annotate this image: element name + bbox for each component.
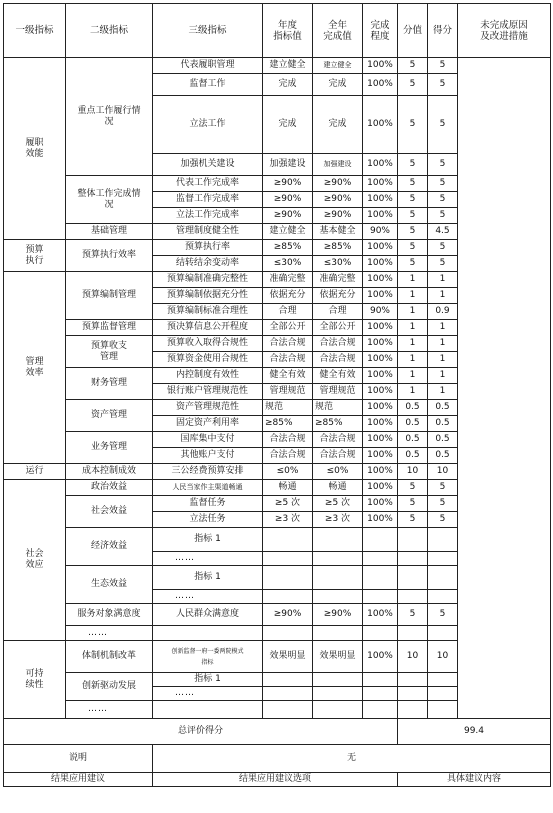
level3-cell: 立法工作完成率 xyxy=(153,208,263,224)
level2-cell: 成本控制成效 xyxy=(66,464,153,480)
level3-cell: 资产管理规范性 xyxy=(153,400,263,416)
score-value-cell: 0.5 xyxy=(398,416,428,432)
level3-cell: 管理制度健全性 xyxy=(153,224,263,240)
degree-cell xyxy=(363,552,398,566)
score-value-cell: 1 xyxy=(398,304,428,320)
degree-cell: 100% xyxy=(363,272,398,288)
score-cell xyxy=(428,566,458,590)
level3-cell xyxy=(153,701,263,719)
note-row xyxy=(4,745,551,773)
score-cell: 10 xyxy=(428,641,458,673)
actual-cell: 健全有效 xyxy=(313,368,363,384)
score-value-cell: 0.5 xyxy=(398,432,428,448)
level3-cell: 监督工作完成率 xyxy=(153,192,263,208)
header-cell: 全年 完成值 xyxy=(313,4,363,58)
target-cell: 管理规范 xyxy=(263,384,313,400)
actual-cell: 规范 xyxy=(313,400,363,416)
header-row xyxy=(4,4,551,58)
actual-cell: ≥85% xyxy=(313,240,363,256)
target-cell: 合法合规 xyxy=(263,352,313,368)
actual-cell xyxy=(313,552,363,566)
level2-cell: …… xyxy=(66,701,153,719)
degree-cell: 100% xyxy=(363,448,398,464)
actual-cell xyxy=(313,701,363,719)
score-cell: 0.5 xyxy=(428,400,458,416)
score-value-cell: 5 xyxy=(398,154,428,176)
score-value-cell: 1 xyxy=(398,368,428,384)
header-cell: 得分 xyxy=(428,4,458,58)
target-cell: 合法合规 xyxy=(263,336,313,352)
score-cell xyxy=(428,626,458,641)
degree-cell: 100% xyxy=(363,416,398,432)
actual-cell: ≤30% xyxy=(313,256,363,272)
score-value-cell xyxy=(398,626,428,641)
degree-cell xyxy=(363,687,398,701)
actual-cell: 基本健全 xyxy=(313,224,363,240)
target-cell xyxy=(263,701,313,719)
target-cell: 准确完整 xyxy=(263,272,313,288)
header-cell: 一级指标 xyxy=(4,4,66,58)
score-value-cell: 1 xyxy=(398,272,428,288)
target-cell: ≥85% xyxy=(263,416,313,432)
level2-cell: 体制机制改革 xyxy=(66,641,153,673)
level1-cell: 社会 效应 xyxy=(4,480,66,641)
score-cell: 5 xyxy=(428,604,458,626)
level3-cell: 预算编制准确完整性 xyxy=(153,272,263,288)
degree-cell: 100% xyxy=(363,96,398,154)
score-cell: 5 xyxy=(428,154,458,176)
actual-cell: ≥90% xyxy=(313,192,363,208)
target-cell: 加强建设 xyxy=(263,154,313,176)
score-cell: 0.5 xyxy=(428,448,458,464)
target-cell: 合法合规 xyxy=(263,432,313,448)
target-cell xyxy=(263,687,313,701)
degree-cell: 90% xyxy=(363,224,398,240)
level2-cell: 资产管理 xyxy=(66,400,153,432)
target-cell: 全部公开 xyxy=(263,320,313,336)
target-cell: ≤30% xyxy=(263,256,313,272)
actual-cell: ≥85% xyxy=(313,416,363,432)
degree-cell: 100% xyxy=(363,432,398,448)
level2-cell: 预算监督管理 xyxy=(66,320,153,336)
level2-cell: 预算收支 管理 xyxy=(66,336,153,368)
score-value-cell: 5 xyxy=(398,208,428,224)
score-cell: 1 xyxy=(428,288,458,304)
score-cell: 5 xyxy=(428,176,458,192)
level3-cell: 监督工作 xyxy=(153,74,263,96)
score-value-cell: 1 xyxy=(398,320,428,336)
target-cell xyxy=(263,552,313,566)
degree-cell: 100% xyxy=(363,384,398,400)
table-row xyxy=(4,58,551,74)
level3-cell: …… xyxy=(153,590,263,604)
degree-cell: 100% xyxy=(363,352,398,368)
level3-cell: 立法任务 xyxy=(153,512,263,528)
degree-cell: 100% xyxy=(363,320,398,336)
result-application-row xyxy=(4,773,551,787)
score-value-cell: 5 xyxy=(398,96,428,154)
level3-cell: 指标 1 xyxy=(153,566,263,590)
score-cell: 5 xyxy=(428,512,458,528)
note-value: 无 xyxy=(153,745,551,773)
level2-cell: 整体工作完成情 况 xyxy=(66,176,153,224)
actual-cell: 合法合规 xyxy=(313,448,363,464)
actual-cell xyxy=(313,673,363,687)
target-cell: ≥5 次 xyxy=(263,496,313,512)
level1-cell: 履职 效能 xyxy=(4,58,66,240)
total-label: 总评价得分 xyxy=(4,719,398,745)
score-cell: 1 xyxy=(428,368,458,384)
score-cell: 5 xyxy=(428,192,458,208)
actual-cell: ≤0% xyxy=(313,464,363,480)
score-value-cell xyxy=(398,673,428,687)
actual-cell xyxy=(313,590,363,604)
target-cell: 建立健全 xyxy=(263,58,313,74)
target-cell: ≥85% xyxy=(263,240,313,256)
score-value-cell: 10 xyxy=(398,641,428,673)
degree-cell: 100% xyxy=(363,368,398,384)
actual-cell: 效果明显 xyxy=(313,641,363,673)
actual-cell: 合法合规 xyxy=(313,352,363,368)
level3-cell: …… xyxy=(153,552,263,566)
score-value-cell: 1 xyxy=(398,288,428,304)
score-cell xyxy=(428,552,458,566)
level3-cell: 其他账户支付 xyxy=(153,448,263,464)
level2-cell: 政治效益 xyxy=(66,480,153,496)
header-cell: 未完成原因 及改进措施 xyxy=(458,4,551,58)
degree-cell: 100% xyxy=(363,192,398,208)
score-value-cell: 5 xyxy=(398,224,428,240)
score-cell: 1 xyxy=(428,352,458,368)
target-cell: 完成 xyxy=(263,96,313,154)
level3-cell xyxy=(153,626,263,641)
actual-cell: 完成 xyxy=(313,96,363,154)
target-cell: ≥90% xyxy=(263,208,313,224)
level3-cell: 指标 1 xyxy=(153,673,263,687)
level2-cell: 财务管理 xyxy=(66,368,153,400)
score-cell: 5 xyxy=(428,208,458,224)
actual-cell xyxy=(313,566,363,590)
actual-cell: 加强建设 xyxy=(313,154,363,176)
degree-cell xyxy=(363,528,398,552)
score-cell: 5 xyxy=(428,496,458,512)
level3-cell: …… xyxy=(153,687,263,701)
degree-cell: 100% xyxy=(363,604,398,626)
score-cell: 1 xyxy=(428,336,458,352)
degree-cell xyxy=(363,566,398,590)
degree-cell: 100% xyxy=(363,464,398,480)
level1-cell: 管理 效率 xyxy=(4,272,66,464)
degree-cell: 100% xyxy=(363,336,398,352)
score-value-cell: 5 xyxy=(398,58,428,74)
level1-cell: 运行 xyxy=(4,464,66,480)
level2-cell: 基础管理 xyxy=(66,224,153,240)
degree-cell: 100% xyxy=(363,256,398,272)
level3-cell: 三公经费预算安排 xyxy=(153,464,263,480)
level3-cell: 固定资产利用率 xyxy=(153,416,263,432)
target-cell: 效果明显 xyxy=(263,641,313,673)
score-cell: 10 xyxy=(428,464,458,480)
total-row xyxy=(4,719,551,745)
score-cell: 0.5 xyxy=(428,432,458,448)
level2-cell: 生态效益 xyxy=(66,566,153,604)
total-score: 99.4 xyxy=(398,719,551,745)
actual-cell: 合法合规 xyxy=(313,336,363,352)
target-cell: ≥3 次 xyxy=(263,512,313,528)
actual-cell: ≥90% xyxy=(313,604,363,626)
score-value-cell: 5 xyxy=(398,74,428,96)
score-cell: 1 xyxy=(428,272,458,288)
score-cell: 4.5 xyxy=(428,224,458,240)
target-cell: ≥90% xyxy=(263,192,313,208)
target-cell: 规范 xyxy=(263,400,313,416)
degree-cell: 100% xyxy=(363,154,398,176)
degree-cell xyxy=(363,701,398,719)
actual-cell: 管理规范 xyxy=(313,384,363,400)
target-cell xyxy=(263,566,313,590)
score-cell xyxy=(428,701,458,719)
level3-cell: 加强机关建设 xyxy=(153,154,263,176)
score-value-cell: 1 xyxy=(398,352,428,368)
score-cell: 5 xyxy=(428,96,458,154)
score-value-cell: 10 xyxy=(398,464,428,480)
actual-cell xyxy=(313,626,363,641)
score-cell: 1 xyxy=(428,320,458,336)
target-cell: ≥90% xyxy=(263,176,313,192)
level3-cell: 预决算信息公开程度 xyxy=(153,320,263,336)
level1-cell: 预算 执行 xyxy=(4,240,66,272)
header-cell: 分值 xyxy=(398,4,428,58)
target-cell: 合法合规 xyxy=(263,448,313,464)
degree-cell xyxy=(363,673,398,687)
level3-cell: 预算收入取得合规性 xyxy=(153,336,263,352)
score-value-cell xyxy=(398,701,428,719)
level2-cell: 重点工作履行情 况 xyxy=(66,58,153,176)
level3-cell: 指标 1 xyxy=(153,528,263,552)
score-value-cell xyxy=(398,528,428,552)
level3-cell: 预算编制标准合理性 xyxy=(153,304,263,320)
score-cell: 5 xyxy=(428,480,458,496)
actual-cell: ≥90% xyxy=(313,208,363,224)
note-label: 说明 xyxy=(4,745,153,773)
actual-cell: 畅通 xyxy=(313,480,363,496)
score-value-cell xyxy=(398,687,428,701)
level3-cell: 银行账户管理规范性 xyxy=(153,384,263,400)
actual-cell: 合理 xyxy=(313,304,363,320)
target-cell: ≤0% xyxy=(263,464,313,480)
score-cell xyxy=(428,528,458,552)
degree-cell xyxy=(363,590,398,604)
degree-cell: 90% xyxy=(363,304,398,320)
actual-cell: 依据充分 xyxy=(313,288,363,304)
level3-cell: 预算编制依据充分性 xyxy=(153,288,263,304)
level2-cell: 预算编制管理 xyxy=(66,272,153,320)
actual-cell: 全部公开 xyxy=(313,320,363,336)
level2-cell: 经济效益 xyxy=(66,528,153,566)
score-value-cell: 5 xyxy=(398,256,428,272)
target-cell xyxy=(263,528,313,552)
actual-cell: 准确完整 xyxy=(313,272,363,288)
degree-cell xyxy=(363,626,398,641)
level2-cell: …… xyxy=(66,626,153,641)
target-cell: 完成 xyxy=(263,74,313,96)
level3-cell: 监督任务 xyxy=(153,496,263,512)
score-value-cell xyxy=(398,552,428,566)
score-value-cell: 1 xyxy=(398,384,428,400)
score-value-cell: 0.5 xyxy=(398,400,428,416)
target-cell xyxy=(263,590,313,604)
level3-cell: 预算执行率 xyxy=(153,240,263,256)
score-cell: 5 xyxy=(428,256,458,272)
level3-cell: 结转结余变动率 xyxy=(153,256,263,272)
score-value-cell xyxy=(398,590,428,604)
score-cell: 1 xyxy=(428,384,458,400)
degree-cell: 100% xyxy=(363,288,398,304)
level2-cell: 社会效益 xyxy=(66,496,153,528)
actual-cell xyxy=(313,528,363,552)
score-value-cell: 1 xyxy=(398,336,428,352)
reason-cell xyxy=(458,58,551,719)
degree-cell: 100% xyxy=(363,512,398,528)
degree-cell: 100% xyxy=(363,480,398,496)
actual-cell: ≥90% xyxy=(313,176,363,192)
degree-cell: 100% xyxy=(363,176,398,192)
score-value-cell: 5 xyxy=(398,176,428,192)
header-cell: 三级指标 xyxy=(153,4,263,58)
level3-cell: 立法工作 xyxy=(153,96,263,154)
degree-cell: 100% xyxy=(363,58,398,74)
score-cell xyxy=(428,687,458,701)
degree-cell: 100% xyxy=(363,240,398,256)
level2-cell: 业务管理 xyxy=(66,432,153,464)
target-cell: 合理 xyxy=(263,304,313,320)
target-cell: 依据充分 xyxy=(263,288,313,304)
level2-cell: 预算执行效率 xyxy=(66,240,153,272)
degree-cell: 100% xyxy=(363,641,398,673)
target-cell: 畅通 xyxy=(263,480,313,496)
degree-cell: 100% xyxy=(363,208,398,224)
result-application-options: 结果应用建议选项 xyxy=(153,773,398,787)
score-value-cell: 5 xyxy=(398,496,428,512)
actual-cell: 完成 xyxy=(313,74,363,96)
score-cell: 5 xyxy=(428,58,458,74)
target-cell: ≥90% xyxy=(263,604,313,626)
level1-cell: 可持 续性 xyxy=(4,641,66,719)
target-cell: 健全有效 xyxy=(263,368,313,384)
score-value-cell: 0.5 xyxy=(398,448,428,464)
result-application-detail: 具体建议内容 xyxy=(398,773,551,787)
target-cell xyxy=(263,673,313,687)
level3-cell: 内控制度有效性 xyxy=(153,368,263,384)
score-value-cell: 5 xyxy=(398,604,428,626)
header-cell: 二级指标 xyxy=(66,4,153,58)
score-value-cell xyxy=(398,566,428,590)
score-cell: 0.9 xyxy=(428,304,458,320)
score-cell xyxy=(428,673,458,687)
score-cell: 0.5 xyxy=(428,416,458,432)
score-value-cell: 5 xyxy=(398,512,428,528)
level2-cell: 服务对象满意度 xyxy=(66,604,153,626)
actual-cell: ≥3 次 xyxy=(313,512,363,528)
level3-cell: 人民群众满意度 xyxy=(153,604,263,626)
level2-cell: 创新驱动发展 xyxy=(66,673,153,701)
degree-cell: 100% xyxy=(363,496,398,512)
level3-cell: 国库集中支付 xyxy=(153,432,263,448)
score-value-cell: 5 xyxy=(398,480,428,496)
actual-cell: ≥5 次 xyxy=(313,496,363,512)
score-cell xyxy=(428,590,458,604)
result-application-label: 结果应用建议 xyxy=(4,773,153,787)
actual-cell xyxy=(313,687,363,701)
level3-cell: 预算资金使用合规性 xyxy=(153,352,263,368)
level3-cell: 人民当家作主渠道畅通 xyxy=(153,480,263,496)
target-cell xyxy=(263,626,313,641)
target-cell: 建立健全 xyxy=(263,224,313,240)
score-value-cell: 5 xyxy=(398,192,428,208)
score-value-cell: 5 xyxy=(398,240,428,256)
level3-cell: 代表工作完成率 xyxy=(153,176,263,192)
level3-cell: 代表履职管理 xyxy=(153,58,263,74)
degree-cell: 100% xyxy=(363,74,398,96)
actual-cell: 合法合规 xyxy=(313,432,363,448)
score-cell: 5 xyxy=(428,74,458,96)
level3-cell: 创新监督一府一委两院模式 指标 xyxy=(153,641,263,673)
performance-evaluation-table xyxy=(3,3,551,787)
degree-cell: 100% xyxy=(363,400,398,416)
header-cell: 年度 指标值 xyxy=(263,4,313,58)
score-cell: 5 xyxy=(428,240,458,256)
header-cell: 完成 程度 xyxy=(363,4,398,58)
actual-cell: 建立健全 xyxy=(313,58,363,74)
